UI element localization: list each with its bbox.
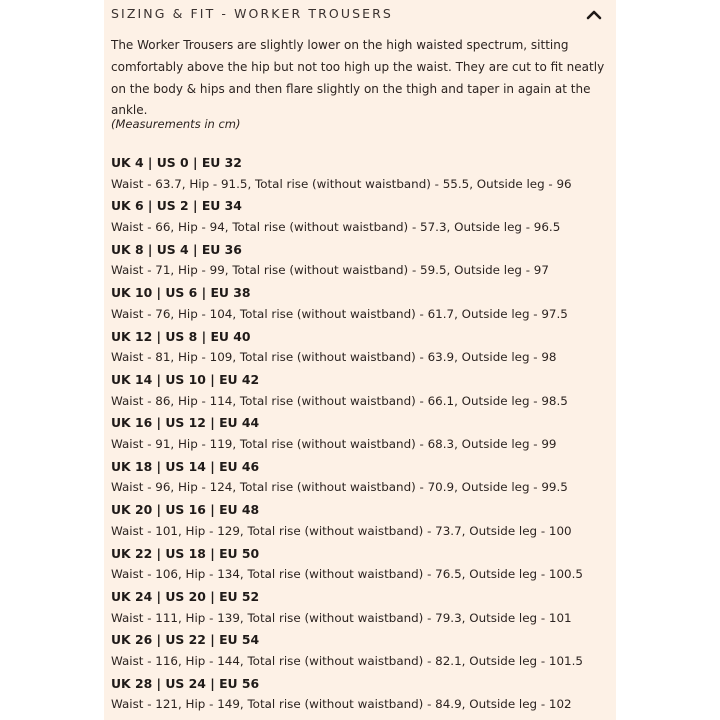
size-entry	[111, 239, 616, 282]
size-measurements: Waist - 121, Hip - 149, Total rise (without waistband) - 84.9, Outside leg - 102	[111, 697, 572, 712]
chevron-up-icon[interactable]	[584, 5, 604, 25]
size-entry	[111, 673, 616, 716]
size-measurements: Waist - 96, Hip - 124, Total rise (without waistband) - 70.9, Outside leg - 99.5	[111, 480, 568, 495]
accordion-title: SIZING & FIT - WORKER TROUSERS	[111, 6, 393, 21]
size-label: UK 24 | US 20 | EU 52	[111, 588, 260, 604]
size-measurements: Waist - 101, Hip - 129, Total rise (without waistband) - 73.7, Outside leg - 100	[111, 523, 572, 538]
size-measurements: Waist - 106, Hip - 134, Total rise (without waistband) - 76.5, Outside leg - 100.5	[111, 567, 583, 582]
size-entry	[111, 586, 616, 629]
size-label: UK 14 | US 10 | EU 42	[111, 371, 260, 387]
size-measurements: Waist - 111, Hip - 139, Total rise (without waistband) - 79.3, Outside leg - 101	[111, 610, 572, 625]
size-label: UK 8 | US 4 | EU 36	[111, 241, 242, 257]
size-entry	[111, 152, 616, 195]
size-measurements: Waist - 71, Hip - 99, Total rise (without waistband) - 59.5, Outside leg - 97	[111, 263, 549, 278]
accordion-header[interactable]	[104, 0, 616, 30]
size-label: UK 20 | US 16 | EU 48	[111, 502, 260, 518]
size-label: UK 28 | US 24 | EU 56	[111, 675, 260, 691]
size-measurements: Waist - 86, Hip - 114, Total rise (without waistband) - 66.1, Outside leg - 98.5	[111, 393, 568, 408]
size-label: UK 22 | US 18 | EU 50	[111, 545, 260, 561]
size-label: UK 26 | US 22 | EU 54	[111, 632, 260, 648]
size-entry	[111, 326, 616, 369]
size-measurements: Waist - 66, Hip - 94, Total rise (without waistband) - 57.3, Outside leg - 96.5	[111, 220, 561, 235]
size-measurements: Waist - 116, Hip - 144, Total rise (without waistband) - 82.1, Outside leg - 101.5	[111, 653, 583, 668]
size-entry	[111, 282, 616, 325]
size-entry	[111, 369, 616, 412]
size-label: UK 16 | US 12 | EU 44	[111, 415, 260, 431]
size-entry	[111, 412, 616, 455]
size-label: UK 4 | US 0 | EU 32	[111, 155, 242, 170]
size-entry	[111, 499, 616, 542]
size-label: UK 10 | US 6 | EU 38	[111, 285, 251, 301]
sizing-fit-panel	[104, 0, 616, 720]
size-entry	[111, 456, 616, 499]
size-measurements: Waist - 76, Hip - 104, Total rise (without waistband) - 61.7, Outside leg - 97.5	[111, 306, 568, 321]
size-entry	[111, 195, 616, 238]
size-label: UK 18 | US 14 | EU 46	[111, 458, 260, 474]
size-entry	[111, 629, 616, 672]
size-measurements: Waist - 91, Hip - 119, Total rise (without waistband) - 68.3, Outside leg - 99	[111, 437, 557, 452]
measurement-unit-note: (Measurements in cm)	[111, 117, 241, 131]
product-fit-description: The Worker Trousers are slightly lower on the high waisted spectrum, sitting comfortably above the hip but not too high up the waist. They are cut to fit neatly on the body & hips and then flare slightly on the thigh and taper in again at the ankle.	[111, 38, 605, 118]
size-measurements: Waist - 63.7, Hip - 91.5, Total rise (without waistband) - 55.5, Outside leg - 96	[111, 176, 572, 191]
size-chart	[111, 152, 616, 716]
size-entry	[111, 543, 616, 586]
size-label: UK 12 | US 8 | EU 40	[111, 328, 251, 344]
size-label: UK 6 | US 2 | EU 34	[111, 198, 242, 214]
size-measurements: Waist - 81, Hip - 109, Total rise (without waistband) - 63.9, Outside leg - 98	[111, 350, 557, 365]
